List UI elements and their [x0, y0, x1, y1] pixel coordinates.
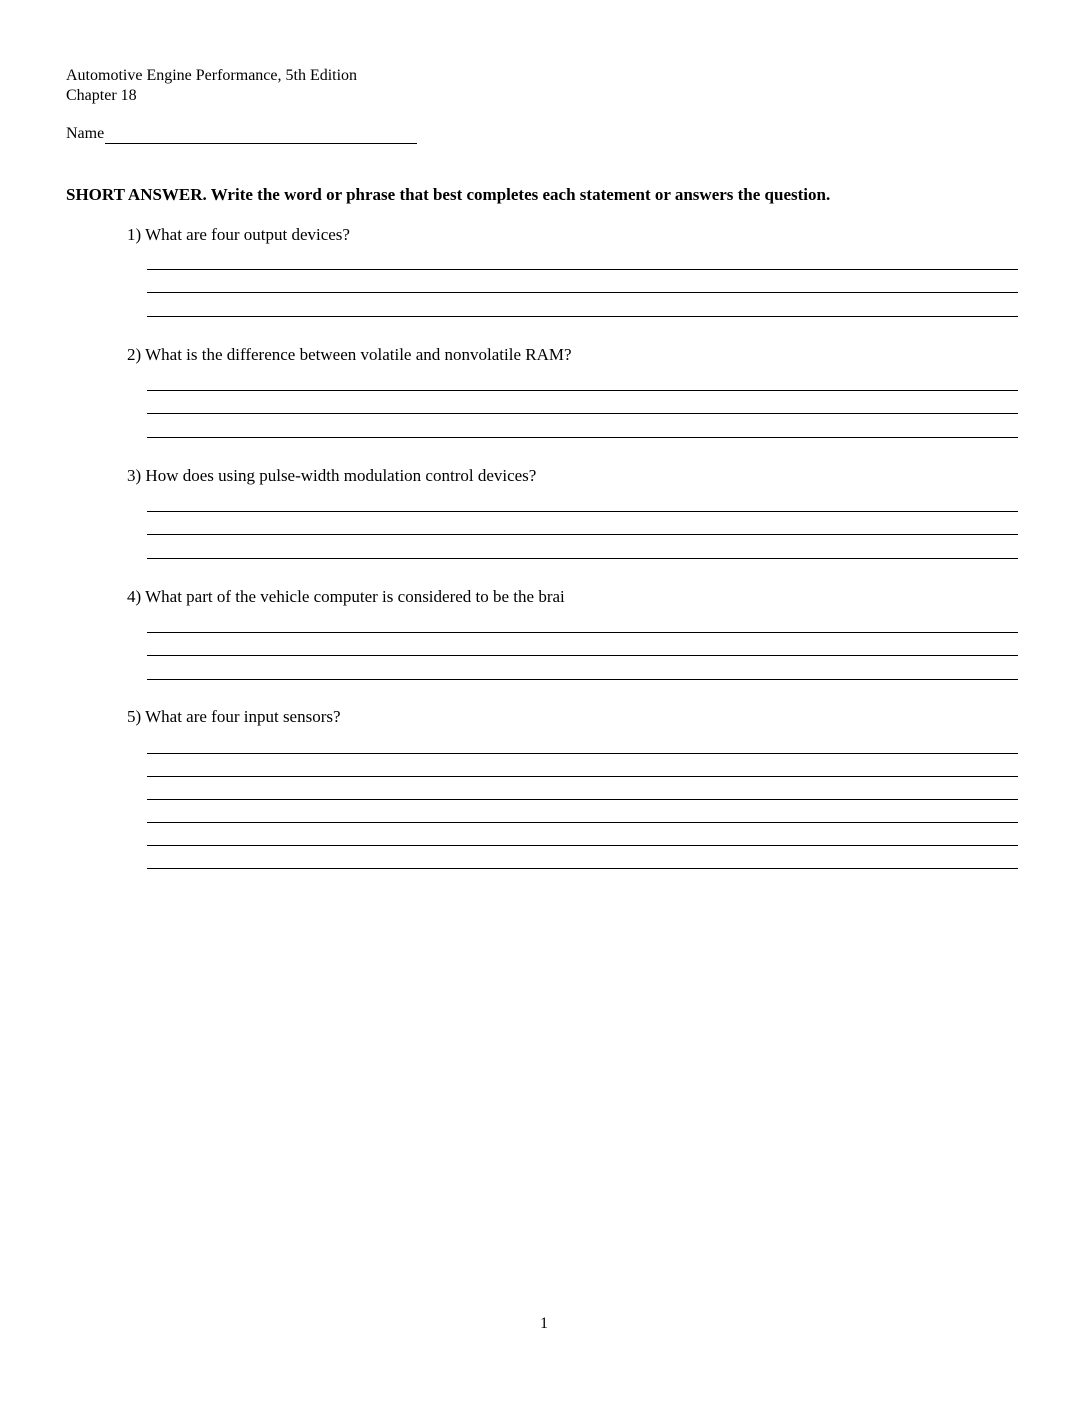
question-4: 4) What part of the vehicle computer is considered to be the brai: [127, 587, 565, 606]
question-3: 3) How does using pulse-width modulation control devices?: [127, 466, 537, 485]
answer-line[interactable]: [147, 822, 1018, 823]
answer-line[interactable]: [147, 534, 1018, 535]
chapter-label: Chapter 18: [66, 87, 137, 104]
answer-line[interactable]: [147, 316, 1018, 317]
name-label: Name: [66, 125, 105, 142]
answer-line[interactable]: [147, 868, 1018, 869]
answer-line[interactable]: [147, 511, 1018, 512]
question-5: 5) What are four input sensors?: [127, 707, 341, 726]
question-1: 1) What are four output devices?: [127, 225, 350, 244]
answer-line[interactable]: [147, 655, 1018, 656]
answer-line[interactable]: [147, 753, 1018, 754]
name-field[interactable]: [105, 125, 417, 144]
question-2: 2) What is the difference between volatile and nonvolatile RAM?: [127, 345, 572, 364]
answer-line[interactable]: [147, 437, 1018, 438]
course-title: Automotive Engine Performance, 5th Edition: [66, 67, 358, 84]
answer-line[interactable]: [147, 390, 1018, 391]
answer-line[interactable]: [147, 632, 1018, 633]
name-row: [66, 124, 417, 144]
answer-line[interactable]: [147, 413, 1018, 414]
answer-line[interactable]: [147, 292, 1018, 293]
answer-line[interactable]: [147, 845, 1018, 846]
answer-line[interactable]: [147, 558, 1018, 559]
answer-line[interactable]: [147, 679, 1018, 680]
answer-line[interactable]: [147, 776, 1018, 777]
page-number: 1: [540, 1315, 548, 1332]
instructions: SHORT ANSWER. Write the word or phrase that best completes each statement or answers the question.: [66, 185, 831, 204]
answer-line[interactable]: [147, 799, 1018, 800]
answer-line[interactable]: [147, 269, 1018, 270]
